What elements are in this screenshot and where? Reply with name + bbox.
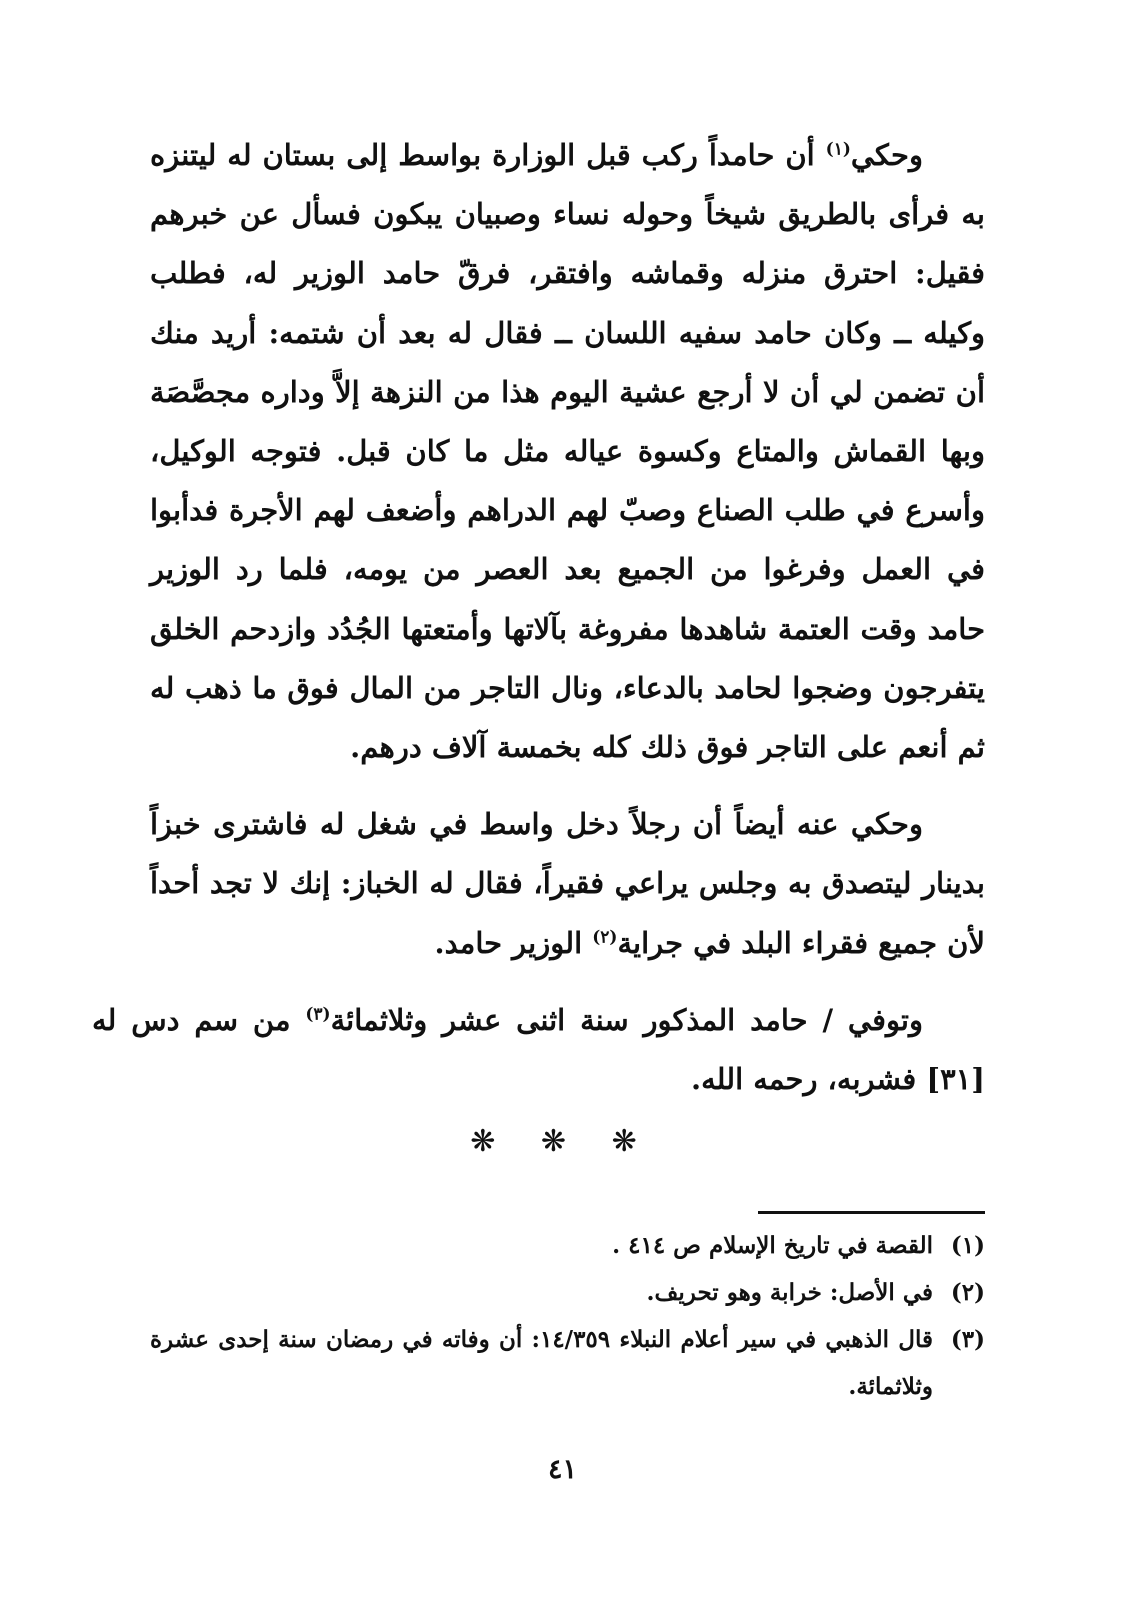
footnote-text: قال الذهبي في سير أعلام النبلاء ١٤/٣٥٩: أن وفاته في رمضان سنة إحدى عشرة وثلاثمائة.: [150, 1326, 933, 1400]
paragraph-1-text-b: أن حامداً ركب قبل الوزارة بواسط إلى بستان له ليتنزه به فرأى بالطريق شيخاً وحوله نساء وصبيان يبكون فسأل عن خبرهم فقيل: احترق منزله وقماشه وافتقر، فرقّ حامد الوزير له، فطلب وكيله ــ وكان حامد سفيه اللسان ــ فقال له بعد أن شتمه: أريد منك أن تضمن لي أن لا أرجع عشية اليوم هذا من النزهة إلاَّ وداره مجصَّصَة وبها القماش والمتاع وكسوة عياله مثل ما كان قبل. فتوجه الوكيل، وأسرع في طلب الصناع وصبّ لهم الدراهم وأضعف لهم الأجرة فدأبوا في العمل وفرغوا من الجميع بعد العصر من يومه، فلما رد الوزير حامد وقت العتمة شاهدها مفروغة بآلاتها وأمتعتها الجُدُد وازدحم الخلق يتفرجون وضجوا لحامد بالدعاء، ونال التاجر من المال فوق ما ذهب له ثم أنعم على التاجر فوق ذلك كله بخمسة آلاف درهم.: [150, 138, 986, 765]
paragraph-2-text-a: وحكي عنه أيضاً أن رجلاً دخل واسط في شغل له فاشترى خبزاً بدينار ليتصدق به وجلس يراعي فقيراً، فقال له الخباز: إنك لا تجد أحداً لأن جميع فقراء البلد في جراية: [150, 807, 985, 960]
page-number: ٤١: [547, 1454, 577, 1485]
footnote-rule: [758, 1211, 985, 1214]
section-separator: ❋ ❋ ❋: [470, 1124, 655, 1159]
footnote-3: [150, 1316, 985, 1410]
paragraph-1-text-a: وحكي: [850, 138, 923, 172]
footnote-marker-3: (٣): [305, 1004, 331, 1025]
footnote-text: القصة في تاريخ الإسلام ص ٤١٤ .: [612, 1232, 933, 1259]
paragraph-3: [92, 991, 985, 1109]
footnote-number: (٢): [950, 1279, 985, 1306]
paragraph-1: [150, 126, 985, 777]
main-text: [92, 126, 986, 1109]
original-page-reference: [٣١]: [926, 1062, 985, 1097]
paragraph-3-text-a: وتوفي / حامد المذكور سنة اثنى عشر وثلاثمائة: [330, 1002, 923, 1037]
paragraph-2: [150, 795, 985, 973]
paragraph-2-text-b: الوزير حامد.: [434, 925, 593, 960]
footnote-marker-2: (٢): [592, 926, 618, 947]
footnote-marker-1: (١): [825, 139, 851, 160]
paragraph-3-text-c: فشربه، رحمه الله.: [690, 1062, 927, 1097]
footnote-2: [150, 1269, 985, 1316]
footnotes: [150, 1222, 985, 1410]
footnote-1: [150, 1222, 985, 1269]
footnote-text: في الأصل: خرابة وهو تحريف.: [646, 1279, 933, 1306]
footnote-number: (٣): [950, 1326, 985, 1353]
paragraph-3-text-b: من سم دس له: [92, 1002, 306, 1037]
footnote-number: (١): [950, 1232, 985, 1259]
